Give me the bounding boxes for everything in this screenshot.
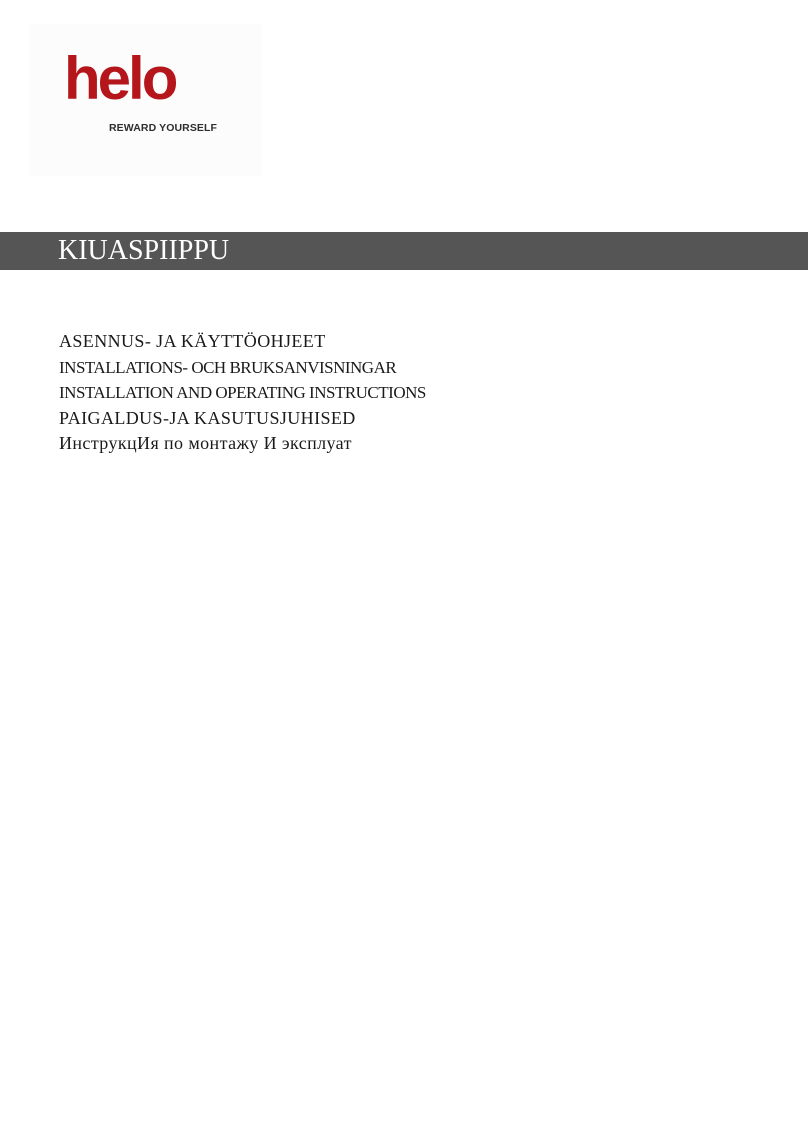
brand-logo	[30, 24, 262, 176]
instruction-title-english: INSTALLATION AND OPERATING INSTRUCTIONS	[59, 383, 426, 403]
title-bar	[0, 232, 808, 270]
instruction-title-russian: ИнструкцИя по монтажу И эксплуат	[59, 433, 352, 454]
document-title: KIUASPIIPPU	[58, 235, 230, 266]
logo-tagline: REWARD YOURSELF	[109, 122, 218, 134]
instruction-title-finnish: ASENNUS- JA KÄYTTÖOHJEET	[59, 331, 326, 351]
instruction-titles-list	[59, 329, 426, 457]
instruction-title-estonian: PAIGALDUS-JA KASUTUSJUHISED	[59, 407, 356, 428]
logo-wordmark: helo	[64, 45, 176, 112]
instruction-title-swedish: INSTALLATIONS- OCH BRUKSANVISNINGAR	[59, 357, 397, 377]
